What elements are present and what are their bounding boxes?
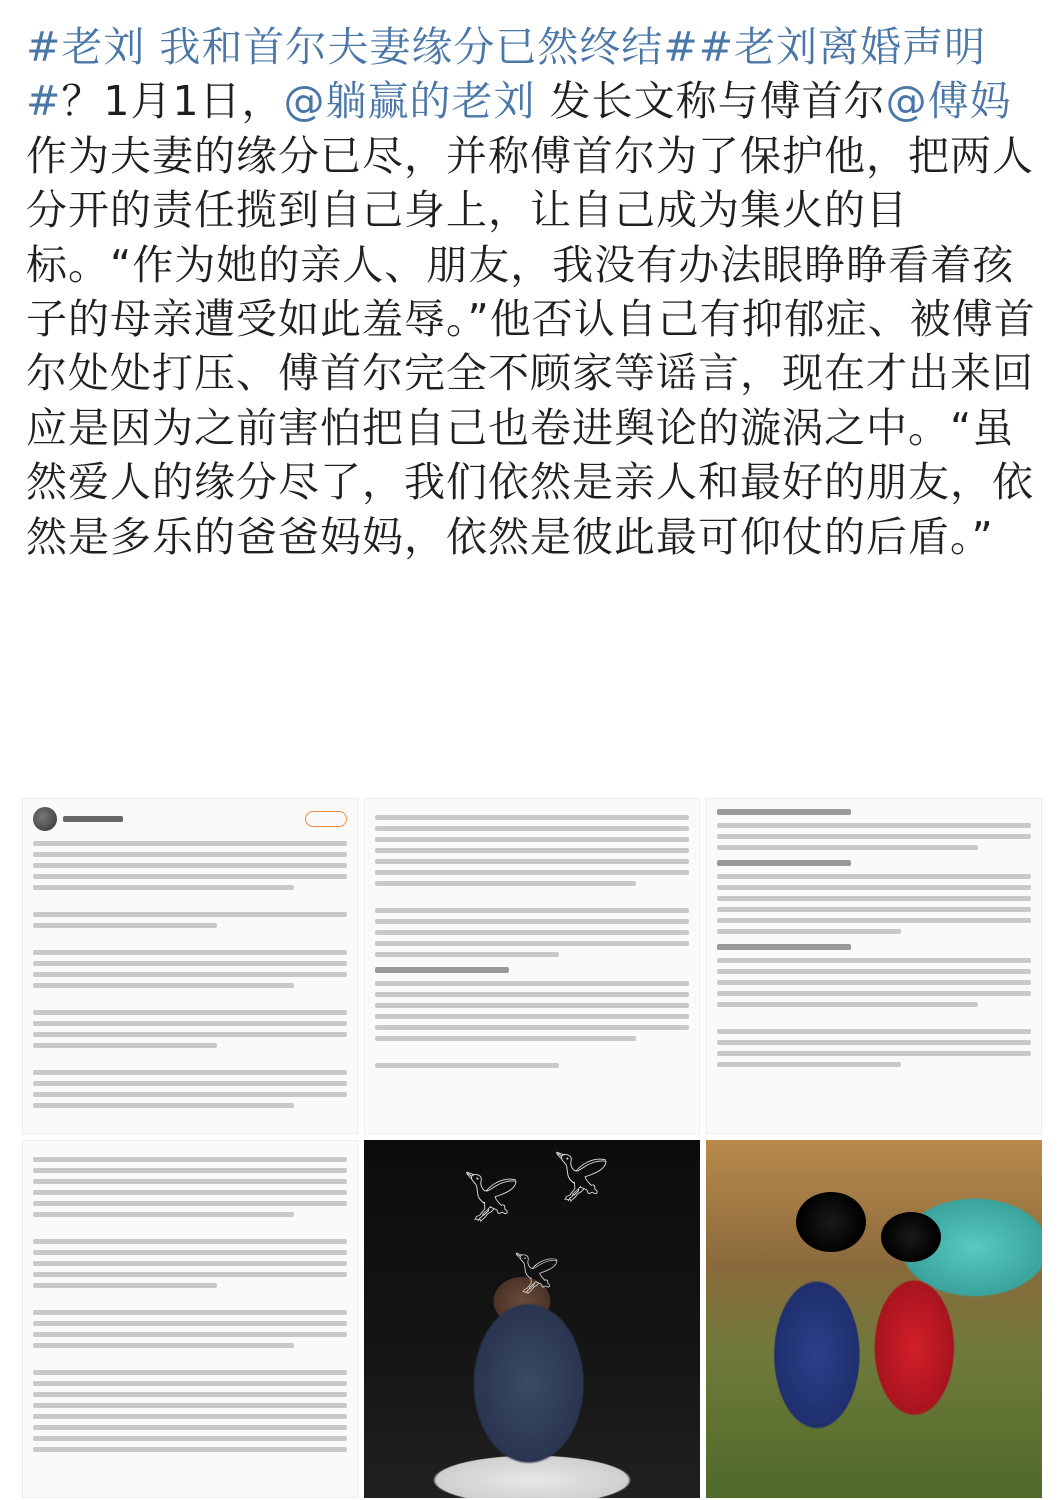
post-body	[26, 20, 1041, 564]
author-name-placeholder	[63, 816, 123, 822]
avatar	[33, 807, 57, 831]
image-thumbnail-statement-4[interactable]	[22, 1140, 358, 1498]
mention-link[interactable]: @傅妈	[885, 77, 1012, 126]
author-row	[23, 799, 357, 835]
image-thumbnail-statement-1[interactable]	[22, 798, 358, 1134]
afro-wig	[881, 1212, 941, 1262]
hashtag-link[interactable]: #老刘 我和首尔夫妻缘分已然终结#	[26, 23, 699, 71]
paper-bird-icon: 𓅯	[464, 1176, 519, 1230]
image-thumbnail-outdoor-couple-photo[interactable]	[706, 1140, 1042, 1498]
post-text-segment: ？1月1日，	[61, 77, 284, 126]
follow-button	[305, 811, 347, 827]
post-text-segment: 发长文称与傅首尔	[535, 77, 886, 126]
mention-link[interactable]: @躺赢的老刘	[283, 77, 536, 126]
image-thumbnail-statement-3[interactable]	[706, 798, 1042, 1134]
image-thumbnail-statement-2[interactable]	[364, 798, 700, 1134]
hashtag-link[interactable]: #老刘离婚声明#	[26, 23, 987, 126]
paper-bird-icon: 𓅯	[554, 1156, 609, 1210]
paper-bird-icon: 𓅯	[514, 1257, 560, 1301]
image-thumbnail-stage-hug-photo[interactable]	[364, 1140, 700, 1498]
post-text-segment: 作为夫妻的缘分已尽，并称傅首尔为了保护他，把两人分开的责任揽到自己身上，让自己成为集火的目标。“作为她的亲人、朋友，我没有办法眼睁睁看着孩子的母亲遭受如此羞辱。”他否认自己有抑郁症、被傅首尔处处打压、傅首尔完全不顾家等谣言，现在才出来回应是因为之前害怕把自己也卷进舆论的漩涡之中。“虽然爱人的缘分尽了，我们依然是亲人和最好的朋友，依然是多乐的爸爸妈妈，依然是彼此最可仰仗的后盾。”	[26, 131, 1036, 561]
image-grid	[22, 798, 1042, 1498]
afro-wig	[796, 1192, 866, 1252]
